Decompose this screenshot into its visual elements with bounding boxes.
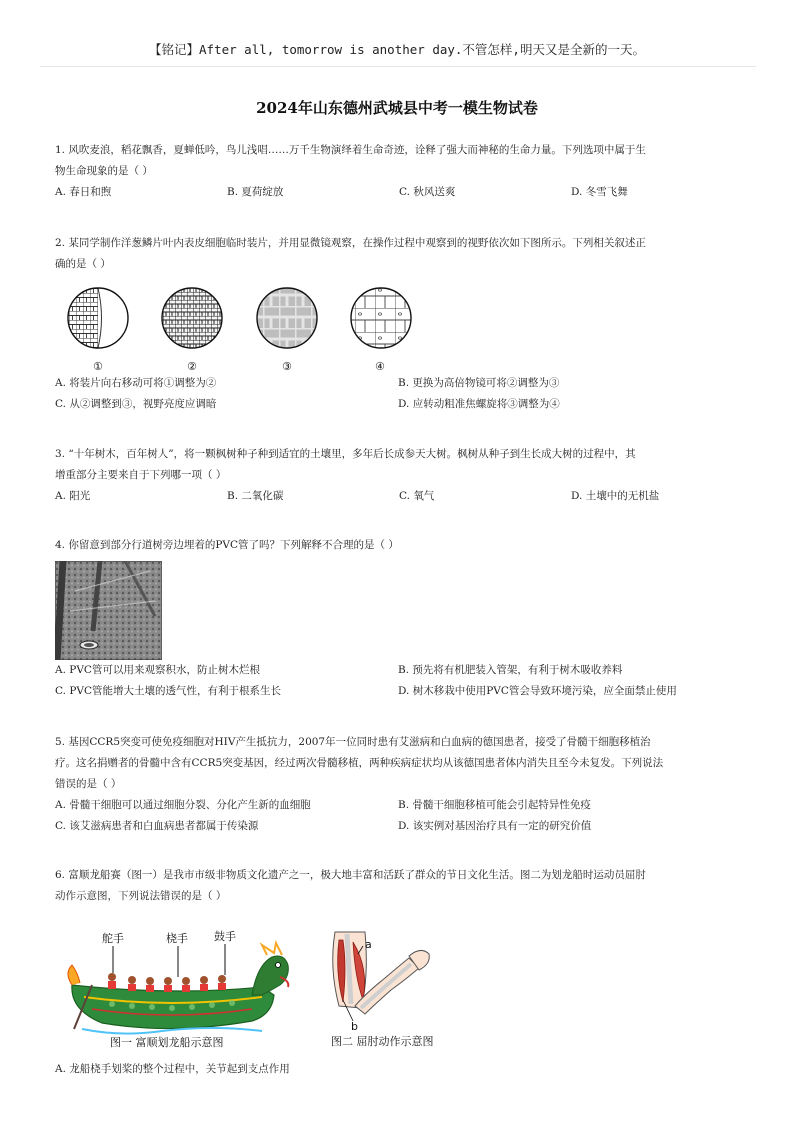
- label-helmsman: 舵手: [102, 932, 124, 945]
- question-2-options: [55, 373, 745, 415]
- question-3-stem-line1: 3. “十年树木，百年树人”，将一颗枫树种子种到适宜的土壤里，多年后长成参天大树。枫树从种子到生长成大树的过程中，其: [55, 448, 636, 460]
- figure1-caption: 图一 富顺划龙船示意图: [110, 1036, 224, 1049]
- option-c[interactable]: C. 秋风送爽: [399, 186, 456, 198]
- question-6-stem-line1: 6. 富顺龙船赛（图一）是我市市级非物质文化遗产之一，极大地丰富和活跃了群众的节日文化生活。图二为划龙船时运动员屈肘: [55, 869, 646, 881]
- field-2: [162, 288, 222, 348]
- option-c[interactable]: C. PVC管能增大土壤的透气性，有利于根系生长: [55, 685, 282, 697]
- question-5-stem-line2: 疗。这名捐赠者的骨髓中含有CCR5突变基因，经过两次骨髓移植，两种疾病症状均从该德国患者体内消失且至今未复发。下列说法: [55, 757, 664, 769]
- question-6: [55, 865, 745, 907]
- option-c[interactable]: C. 氧气: [399, 490, 435, 502]
- header-motto: 【铭记】After all, tomorrow is another day.不管怎样,明天又是全新的一天。: [149, 42, 645, 57]
- microscope-fields-figure: [55, 284, 435, 376]
- question-5-stem-line1: 5. 基因CCR5突变可使免疫细胞对HIV产生抵抗力，2007年一位同时患有艾滋病和白血病的德国患者，接受了骨髓干细胞移植治: [55, 736, 651, 748]
- field-4-label: ④: [375, 360, 385, 373]
- field-4: [351, 288, 411, 348]
- field-1: [68, 288, 128, 348]
- option-d[interactable]: D. 应转动粗准焦螺旋将③调整为④: [398, 398, 560, 410]
- dragon-boat-figure: [62, 925, 292, 1050]
- field-1-label: ①: [93, 360, 103, 373]
- question-3: [55, 444, 745, 507]
- option-d[interactable]: D. 该实例对基因治疗具有一定的研究价值: [398, 820, 592, 832]
- field-2-label: ②: [187, 360, 197, 373]
- question-2-stem-line2: 确的是（ ）: [55, 258, 111, 270]
- option-a[interactable]: A. 阳光: [55, 490, 91, 502]
- question-3-options: [55, 486, 745, 507]
- option-a[interactable]: A. PVC管可以用来观察积水，防止树木烂根: [55, 664, 260, 676]
- label-drummer: 鼓手: [214, 930, 236, 943]
- question-4: [55, 535, 745, 556]
- figure2-caption: 图二 屈肘动作示意图: [331, 1035, 434, 1048]
- question-5-stem-line3: 错误的是（ ）: [55, 778, 122, 790]
- question-2: [55, 233, 745, 275]
- question-6-options: [55, 1059, 745, 1080]
- question-6-stem-line2: 动作示意图，下列说法错误的是（ ）: [55, 890, 227, 902]
- question-5: [55, 732, 745, 837]
- option-a[interactable]: A. 春日和煦: [55, 186, 112, 198]
- option-a[interactable]: A. 龙船桡手划桨的整个过程中，关节起到支点作用: [55, 1063, 290, 1075]
- field-3: [257, 288, 317, 348]
- option-d[interactable]: D. 土壤中的无机盐: [571, 490, 660, 502]
- option-d[interactable]: D. 冬雪飞舞: [571, 186, 628, 198]
- option-a[interactable]: A. 将装片向右移动可将①调整为②: [55, 377, 217, 389]
- option-d[interactable]: D. 树木移栽中使用PVC管会导致环境污染，应全面禁止使用: [398, 685, 677, 697]
- question-1-options: [55, 182, 745, 203]
- option-c[interactable]: C. 该艾滋病患者和白血病患者都属于传染源: [55, 820, 259, 832]
- question-1-stem-line1: 1. 风吹麦浪，稻花飘香，夏蝉低吟，鸟儿浅唱……万千生物演绎着生命奇迹，诠释了强大而神秘的生命力量。下列选项中属于生: [55, 144, 646, 156]
- question-4-options: [55, 660, 745, 702]
- question-1-stem-line2: 物生命现象的是（ ）: [55, 165, 153, 177]
- label-a: a: [365, 938, 372, 951]
- page-title: 2024年山东德州武城县中考一模生物试卷: [256, 99, 538, 117]
- elbow-flexion-figure: [325, 928, 440, 1050]
- header-divider: [40, 66, 756, 67]
- option-c[interactable]: C. 从②调整到③，视野亮度应调暗: [55, 398, 217, 410]
- field-3-label: ③: [282, 360, 292, 373]
- question-2-stem-line1: 2. 某同学制作洋葱鳞片叶内表皮细胞临时装片，并用显微镜观察，在操作过程中观察到的视野依次如下图所示。下列相关叙述正: [55, 237, 646, 249]
- option-b[interactable]: B. 预先将有机肥装入管架，有利于树木吸收养料: [398, 664, 623, 676]
- option-b[interactable]: B. 更换为高倍物镜可将②调整为③: [398, 377, 560, 389]
- pvc-pipe-photo: [55, 561, 162, 660]
- question-4-stem-line1: 4. 你留意到部分行道树旁边埋着的PVC管了吗？下列解释不合理的是（ ）: [55, 539, 399, 551]
- label-b: b: [351, 1020, 358, 1033]
- question-3-stem-line2: 增重部分主要来自于下列哪一项（ ）: [55, 469, 227, 481]
- label-rower: 桡手: [166, 932, 188, 945]
- option-b[interactable]: B. 二氧化碳: [227, 490, 284, 502]
- question-1: [55, 140, 745, 203]
- option-b[interactable]: B. 夏荷绽放: [227, 186, 284, 198]
- option-b[interactable]: B. 骨髓干细胞移植可能会引起特异性免疫: [398, 799, 591, 811]
- option-a[interactable]: A. 骨髓干细胞可以通过细胞分裂、分化产生新的血细胞: [55, 799, 311, 811]
